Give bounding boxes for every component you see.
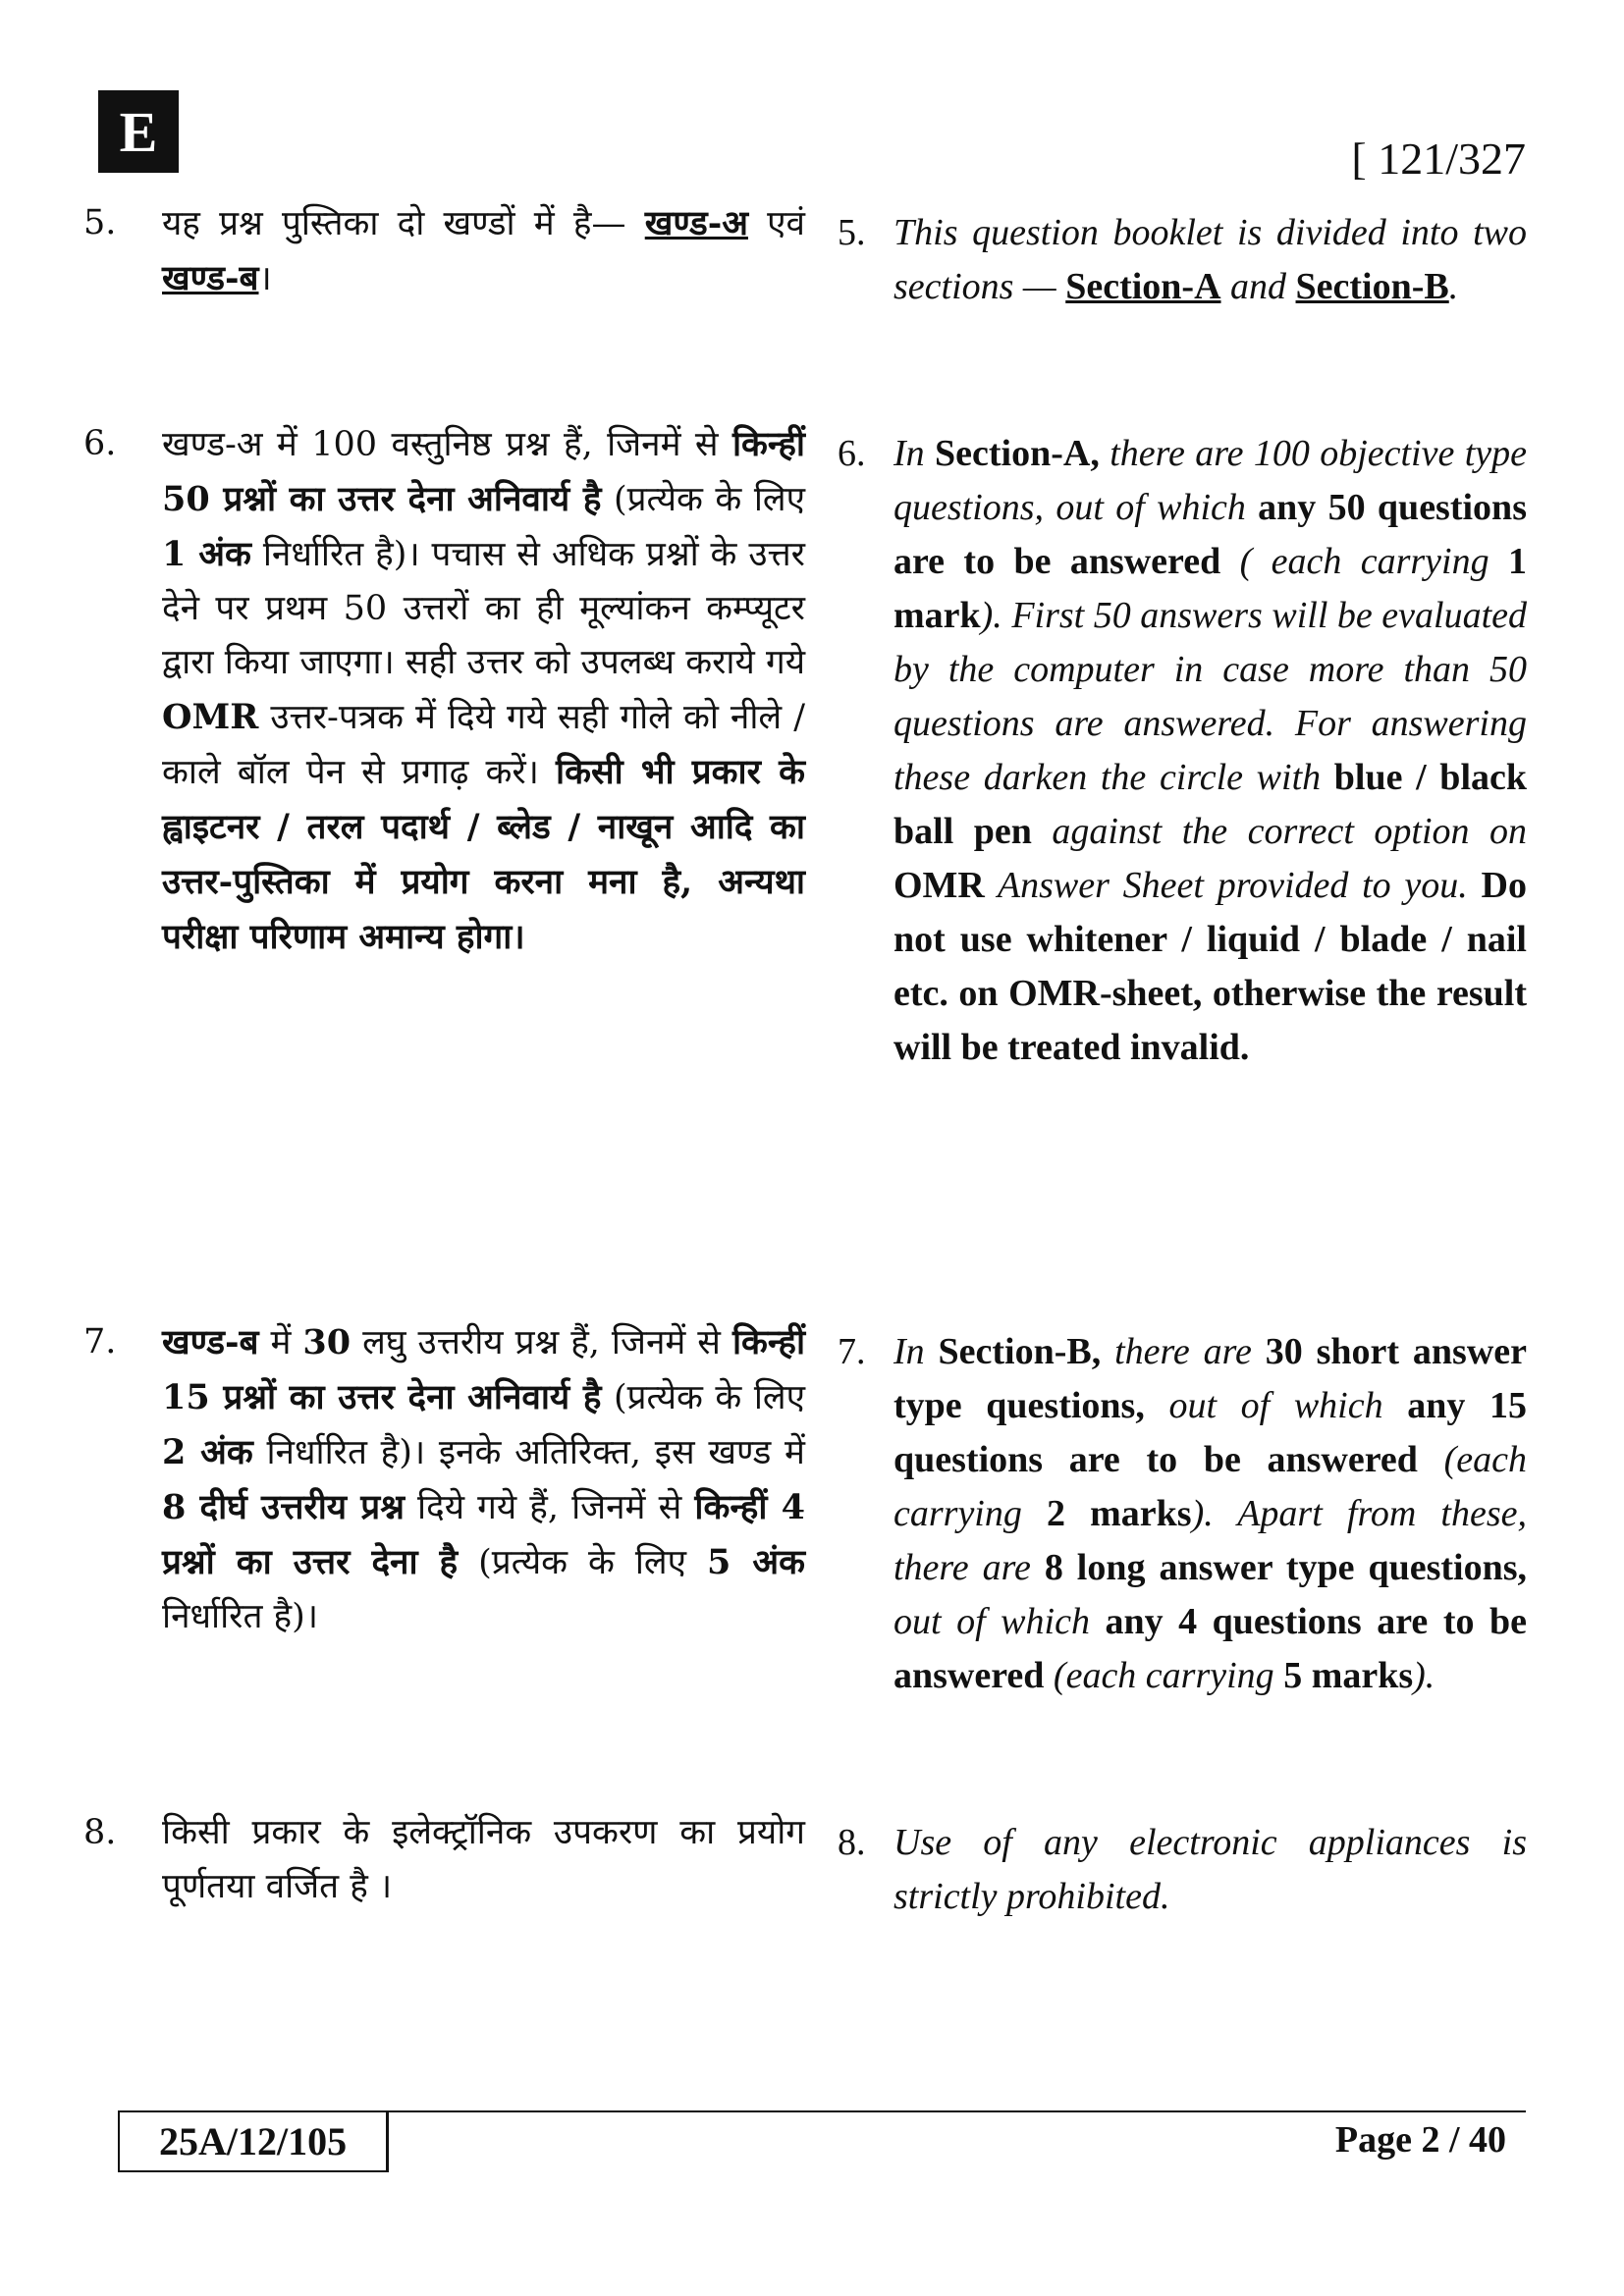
emphasized-text: किन्हीं 15 प्रश्नों का उत्तर देना अनिवार्य है <box>162 1322 806 1417</box>
hindi-instruction-7 <box>83 1315 806 1644</box>
emphasized-text: खण्ड-अ <box>644 203 748 243</box>
emphasized-text: 30 <box>302 1322 352 1362</box>
emphasized-text: Section-A, <box>935 433 1100 474</box>
text-segment: (प्रत्येक के लिए <box>601 1378 805 1417</box>
instruction-text <box>839 1816 1527 1924</box>
emphasized-text: 8 long answer type questions, <box>1044 1547 1527 1588</box>
text-segment: and <box>1220 266 1296 307</box>
instruction-text <box>839 427 1527 1075</box>
text-segment: there are <box>1101 1331 1266 1372</box>
emphasized-text: Section-B, <box>938 1331 1102 1372</box>
emphasized-text: Section-B <box>1295 266 1449 307</box>
text-segment: ). First 50 answers will be evaluated by the computer in case more than 50 questions are answered. For answering these darken the circle with <box>893 595 1527 798</box>
emphasized-text: OMR <box>893 865 985 906</box>
emphasized-text: OMR <box>162 697 259 737</box>
text-segment: निर्धारित है)। पचास से अधिक प्रश्नों के उत्तर देने पर प्रथम 50 उत्तरों का ही मूल्यांकन कम्प्यूटर द्वारा किया जाएगा। सही उत्तर को उपलब्ध कराये गये <box>162 535 805 682</box>
page-number: Page 2 / 40 <box>1334 2119 1506 2161</box>
text-segment: In <box>893 433 936 474</box>
text-segment: किसी प्रकार के इलेक्ट्रॉनिक उपकरण का प्रयोग पूर्णतया वर्जित है । <box>162 1813 805 1906</box>
text-segment: खण्ड-अ में 100 वस्तुनिष्ठ प्रश्न हैं, जिनमें से <box>162 425 732 464</box>
instruction-number: 8. <box>83 1813 117 1852</box>
instruction-text <box>123 1806 805 1914</box>
text-segment: In <box>893 1331 939 1372</box>
text-segment: Answer Sheet provided to you. <box>984 865 1482 906</box>
emphasized-text: किन्हीं 50 प्रश्नों का उत्तर देना अनिवार्य है <box>162 424 805 519</box>
text-segment: This question booklet is divided into two sections — <box>893 212 1527 307</box>
emphasized-text: 5 marks <box>1283 1655 1414 1696</box>
text-segment: ). <box>1413 1655 1435 1696</box>
instruction-number: 7. <box>838 1331 866 1372</box>
text-segment: यह प्रश्न पुस्तिका दो खण्डों में है— <box>162 204 645 243</box>
instruction-number: 6. <box>838 433 866 474</box>
english-instruction-8 <box>839 1816 1527 1924</box>
text-segment: Use of any electronic appliances is strictly prohibited. <box>893 1822 1527 1917</box>
instruction-text <box>123 196 805 306</box>
instruction-number: 5. <box>838 212 866 253</box>
text-segment: . <box>1448 266 1459 307</box>
hindi-instruction-6 <box>83 417 806 965</box>
text-segment: (each carrying <box>1044 1655 1284 1696</box>
text-segment: ). Apart from these, there are <box>893 1493 1528 1588</box>
emphasized-text: खण्ड-ब <box>162 258 259 298</box>
instruction-text <box>123 1315 805 1644</box>
instruction-number: 6. <box>83 424 117 463</box>
instruction-text <box>839 1325 1527 1703</box>
hindi-instruction-5 <box>83 196 805 306</box>
emphasized-text: 5 अंक <box>706 1542 805 1582</box>
text-segment: दिये गये हैं, जिनमें से <box>404 1488 695 1527</box>
text-segment: ( each carrying <box>1220 541 1508 582</box>
emphasized-text: 2 अंक <box>162 1432 253 1472</box>
text-segment: (प्रत्येक के लिए <box>458 1543 707 1582</box>
hindi-instruction-8 <box>83 1806 805 1914</box>
emphasized-text: खण्ड-ब <box>162 1322 259 1362</box>
booklet-code: 25A/12/105 <box>118 2110 389 2172</box>
text-segment: out of which <box>1144 1385 1408 1426</box>
instruction-text <box>839 206 1527 314</box>
paper-code: [ 121/327 <box>1351 133 1526 184</box>
english-instruction-6 <box>839 427 1527 1075</box>
emphasized-text: 1 mark <box>893 541 1527 636</box>
text-segment: । <box>258 259 272 298</box>
text-segment: (each carrying <box>893 1439 1527 1534</box>
text-segment: एवं <box>747 204 805 243</box>
text-segment: निर्धारित है)। <box>162 1597 319 1636</box>
emphasized-text: 2 marks <box>1047 1493 1192 1534</box>
text-segment: there are 100 objective type questions, out of which <box>893 433 1528 528</box>
text-segment: उत्तर-पत्रक में दिये गये सही गोले को नीले / काले बॉल पेन से प्रगाढ़ करें। <box>162 698 805 792</box>
text-segment: लघु उत्तरीय प्रश्न हैं, जिनमें से <box>351 1323 732 1362</box>
emphasized-text: blue / black ball pen <box>893 757 1527 852</box>
emphasized-text: 8 दीर्घ उत्तरीय प्रश्न <box>162 1487 405 1527</box>
emphasized-text: Do not use whitener / liquid / blade / nail etc. on OMR-sheet, otherwise the result will be treated invalid. <box>893 865 1527 1068</box>
text-segment: में <box>258 1323 303 1362</box>
emphasized-text: 1 अंक <box>162 534 251 574</box>
text-segment: against the correct option on <box>1031 811 1527 852</box>
emphasized-text: Section-A <box>1065 266 1221 307</box>
emphasized-text: किसी भी प्रकार के ह्वाइटनर / तरल पदार्थ / ब्लेड / नाखून आदि का उत्तर-पुस्तिका में प्रयोग करना मना है, अन्यथा परीक्षा परिणाम अमान्य होगा। <box>162 752 806 957</box>
text-segment: निर्धारित है)। इनके अतिरिक्त, इस खण्ड में <box>252 1433 805 1472</box>
emphasized-text: 30 short answer type questions, <box>893 1331 1527 1426</box>
text-segment: out of which <box>893 1601 1106 1642</box>
instruction-number: 5. <box>83 203 117 242</box>
english-instruction-7 <box>839 1325 1527 1703</box>
emphasized-text: किन्हीं 4 प्रश्नों का उत्तर देना है <box>162 1487 805 1582</box>
series-letter-badge: E <box>98 90 179 173</box>
english-instruction-5 <box>839 206 1527 314</box>
instruction-number: 8. <box>838 1822 866 1863</box>
text-segment: (प्रत्येक के लिए <box>601 480 805 519</box>
instruction-text <box>123 417 805 965</box>
emphasized-text: any 15 questions are to be answered <box>893 1385 1527 1480</box>
emphasized-text: any 4 questions are to be answered <box>893 1601 1527 1696</box>
instruction-number: 7. <box>83 1322 117 1362</box>
emphasized-text: any 50 questions are to be answered <box>893 487 1527 582</box>
